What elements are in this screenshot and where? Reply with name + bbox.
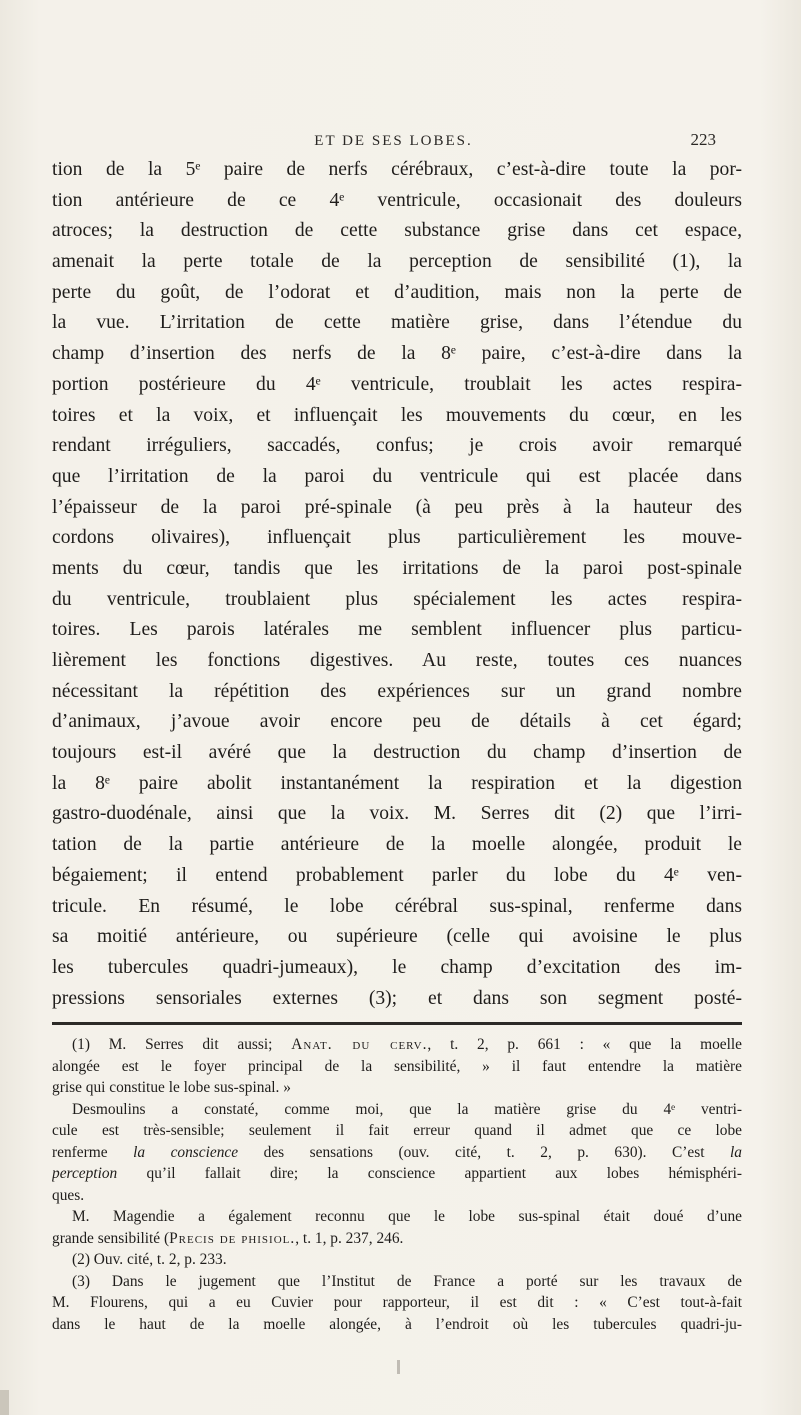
text-line: tricule. En résumé, le lobe cérébral sus-spinal, renferme dans xyxy=(52,895,742,917)
footnote-line: cule est très-sensible; seulement il fait erreur quand il admet que ce lobe xyxy=(52,1122,742,1139)
text-line: perte du goût, de l’odorat et d’audition, mais non la perte de xyxy=(52,281,742,303)
footnote-line: M. Magendie a également reconnu que le lobe sus-spinal était doué d’une xyxy=(72,1208,742,1225)
footnote-line: dans le haut de la moelle alongée, à l’endroit où les tubercules quadri-ju- xyxy=(52,1315,742,1333)
text-line: tion antérieure de ce 4ᵉ ventricule, occasionait des douleurs xyxy=(52,189,742,211)
text-line: champ d’insertion des nerfs de la 8ᵉ paire, c’est-à-dire dans la xyxy=(52,343,742,365)
page-number: 223 xyxy=(690,130,716,149)
footnote-line: grise qui constitue le lobe sus-spinal. » xyxy=(52,1079,291,1096)
main-text xyxy=(52,155,742,1014)
paper-spot xyxy=(397,1360,400,1374)
footnote-text: (1) M. Serres dit aussi; xyxy=(72,1036,292,1053)
footnote-divider xyxy=(52,1022,742,1025)
text-line: rendant irréguliers, saccadés, confus; je crois avoir remarqué xyxy=(52,435,742,457)
citation-ref: Precis de phisiol. xyxy=(169,1229,296,1247)
text-line: lièrement les fonctions digestives. Au reste, toutes ces nuances xyxy=(52,650,742,671)
text-line: la vue. L’irritation de cette matière grise, dans l’étendue du xyxy=(52,312,742,334)
text-line: la 8ᵉ paire abolit instantanément la respiration et la digestion xyxy=(52,772,742,794)
text-line: pressions sensoriales externes (3); et dans son segment posté- xyxy=(52,987,742,1009)
footnote-line xyxy=(52,1228,742,1250)
footnotes xyxy=(52,1034,742,1335)
text-line: toires et la voix, et influençait les mouvements du cœur, en les xyxy=(52,404,742,426)
text-line: amenait la perte totale de la perception de sensibilité (1), la xyxy=(52,251,742,273)
text-line: du ventricule, troublaient plus spécialement les actes respira- xyxy=(52,588,742,610)
text-line: l’épaisseur de la paroi pré-spinale (à peu près à la hauteur des xyxy=(52,496,742,518)
footnote-text: renferme xyxy=(52,1143,134,1161)
citation-ref: Anat. du cerv. xyxy=(291,1036,428,1053)
text-line: cordons olivaires), influençait plus particulièrement les mouve- xyxy=(52,527,742,549)
emphasis-text: perception xyxy=(52,1165,118,1182)
text-line: toujours est-il avéré que la destruction du champ d’insertion de xyxy=(52,742,742,764)
text-line: que l’irritation de la paroi du ventricule qui est placée dans xyxy=(52,465,742,487)
footnote-line: M. Flourens, qui a eu Cuvier pour rapporteur, il est dit : « C’est tout-à-fait xyxy=(52,1294,742,1311)
emphasis-text: la xyxy=(730,1143,742,1161)
footnote-line: alongée est le foyer principal de la sensibilité, » il faut entendre la matière xyxy=(52,1057,742,1075)
text-line: ments du cœur, tandis que les irritations de la paroi post-spinale xyxy=(52,557,742,579)
footnote-line xyxy=(52,1163,742,1185)
text-line: les tubercules quadri-jumeaux), le champ d’excitation des im- xyxy=(52,956,742,978)
running-title: ET DE SES LOBES. xyxy=(314,133,473,149)
text-line: gastro-duodénale, ainsi que la voix. M. Serres dit (2) que l’irri- xyxy=(52,803,742,825)
footnote-line: (2) Ouv. cité, t. 2, p. 233. xyxy=(72,1251,227,1268)
footnote-line: Desmoulins a constaté, comme moi, que la matière grise du 4ᵉ ventri- xyxy=(72,1100,742,1118)
footnote-text: grande sensibilité ( xyxy=(52,1229,170,1247)
footnote-line: (3) Dans le jugement que l’Institut de France a porté sur les travaux de xyxy=(72,1272,742,1290)
text-line: toires. Les parois latérales me semblent influencer plus particu- xyxy=(52,619,742,641)
footnote-text: des sensations (ouv. cité, t. 2, p. 630). C’est xyxy=(238,1143,731,1161)
footnote-text: qu’il fallait dire; la conscience appartient aux lobes hémisphéri- xyxy=(117,1165,742,1182)
footnote-line xyxy=(52,1142,742,1164)
text-line: tion de la 5ᵉ paire de nerfs cérébraux, c’est-à-dire toute la por- xyxy=(52,159,742,180)
text-line: atroces; la destruction de cette substance grise dans cet espace, xyxy=(52,220,742,242)
page-edge-mark xyxy=(0,1390,9,1415)
emphasis-text: la conscience xyxy=(133,1143,239,1161)
text-line: bégaiement; il entend probablement parler du lobe du 4ᵉ ven- xyxy=(52,864,742,886)
text-line: tation de la partie antérieure de la moelle alongée, produit le xyxy=(52,834,742,856)
footnote-line xyxy=(52,1034,742,1056)
text-line: d’animaux, j’avoue avoir encore peu de détails à cet égard; xyxy=(52,711,742,733)
footnote-line: ques. xyxy=(52,1186,85,1204)
text-line: sa moitié antérieure, ou supérieure (celle qui avoisine le plus xyxy=(52,926,742,948)
text-line: portion postérieure du 4ᵉ ventricule, troublait les actes respira- xyxy=(52,373,742,395)
text-line: nécessitant la répétition des expériences sur un grand nombre xyxy=(52,680,742,702)
footnote-text: , t. 1, p. 237, 246. xyxy=(295,1229,404,1247)
footnote-text: , t. 2, p. 661 : « que la moelle xyxy=(427,1036,742,1053)
